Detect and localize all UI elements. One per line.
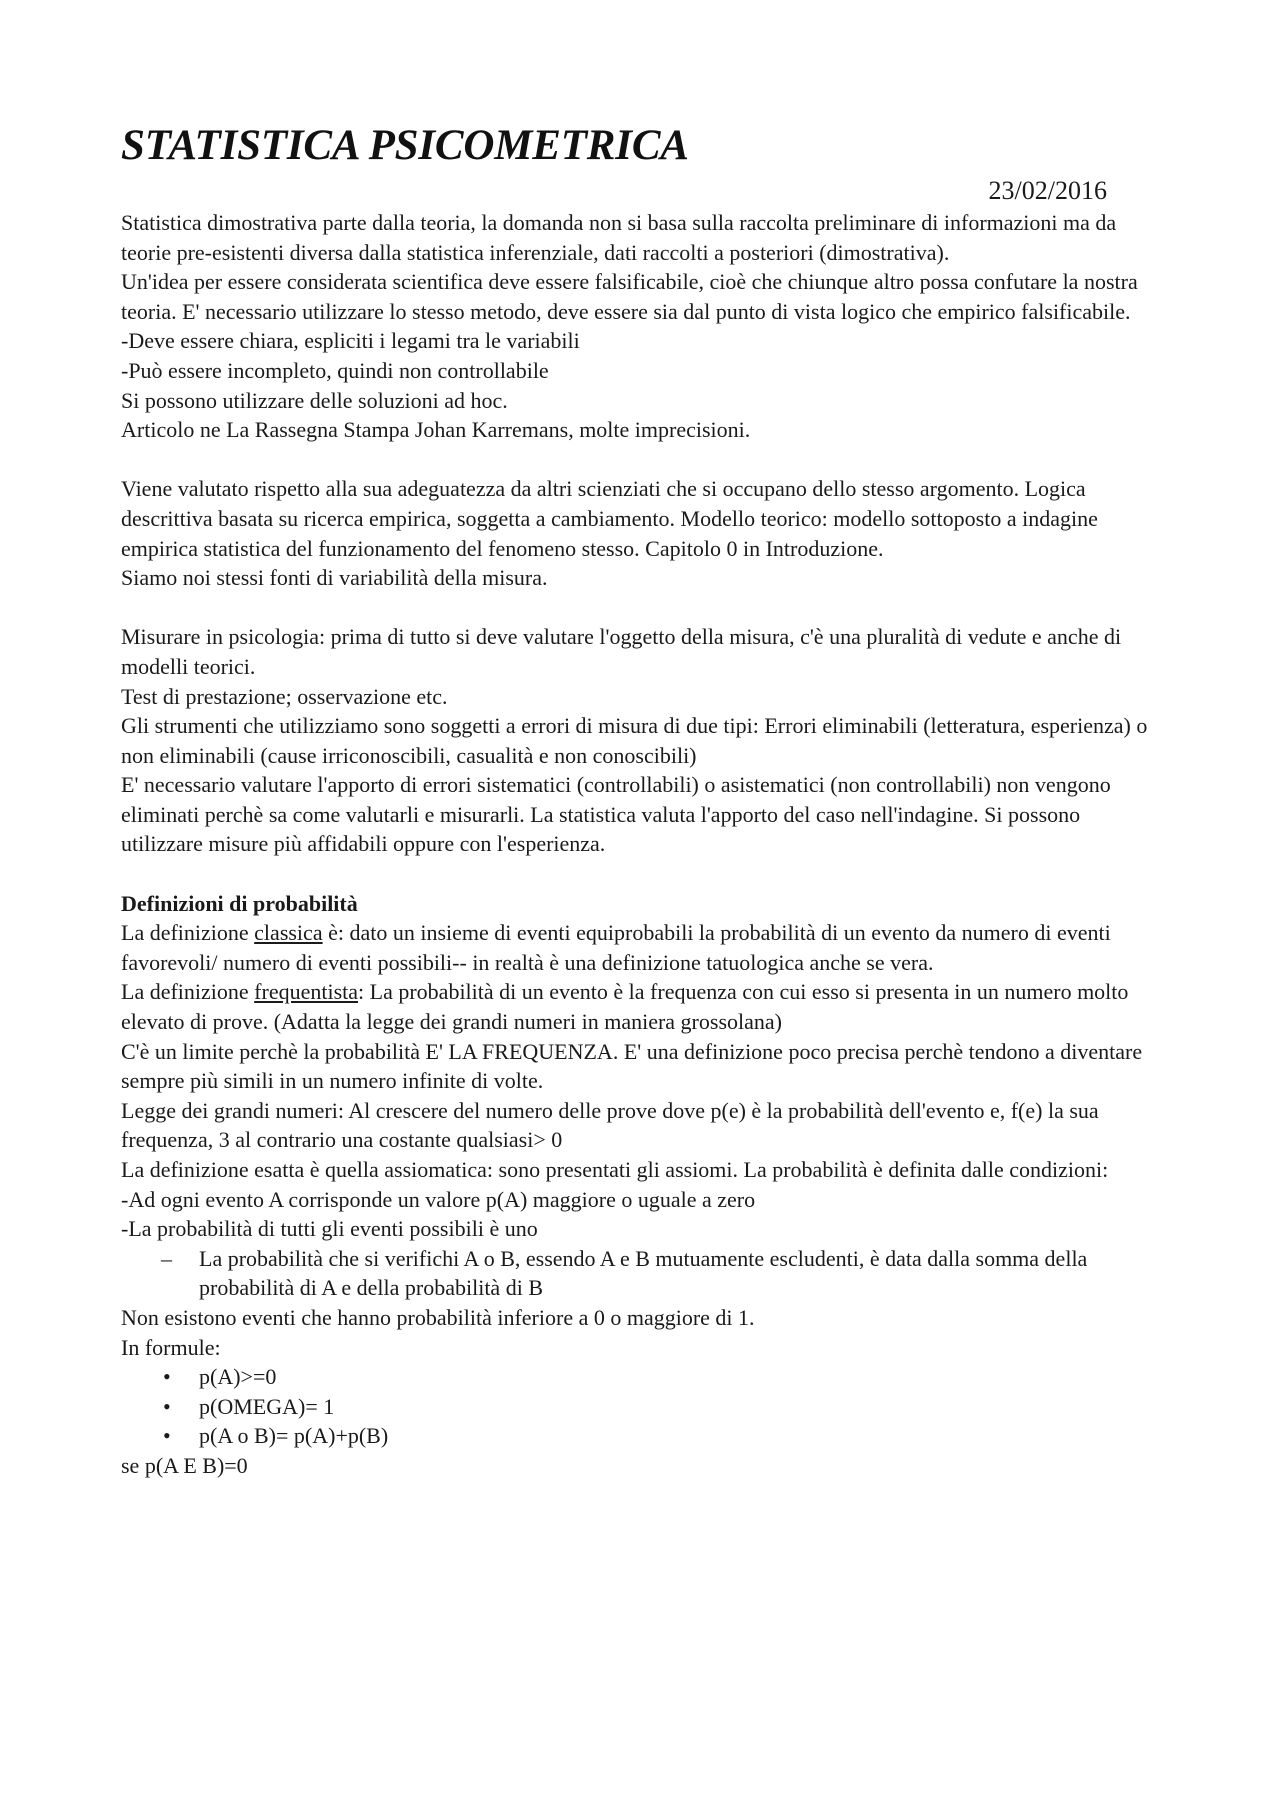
- intro-block: [121, 208, 1166, 445]
- text-fragment: La definizione: [121, 979, 255, 1005]
- blank-line: [121, 593, 1166, 623]
- paragraph: Non esistono eventi che hanno probabilità inferiore a 0 o maggiore di 1.: [121, 1304, 755, 1330]
- list-item: [121, 1362, 1166, 1392]
- probability-section: [121, 889, 1166, 1481]
- document-date: 23/02/2016: [988, 176, 1107, 205]
- blank-line: [121, 859, 1166, 889]
- paragraph-frequentista: [121, 977, 1166, 1036]
- paragraph: Misurare in psicologia: prima di tutto si deve valutare l'oggetto della misura, c'è una pluralità di vedute e anche di modelli teorici.: [121, 624, 1122, 679]
- text-fragment: : La probabilità di un evento è la frequenza con cui esso si presenta in un numero molto elevato di prove. (Adatta la legge dei grandi numeri in maniera grossolana): [121, 979, 1129, 1035]
- paragraph: -Ad ogni evento A corrisponde un valore p(A) maggiore o uguale a zero: [121, 1186, 756, 1212]
- paragraph: -Deve essere chiara, espliciti i legami tra le variabili: [121, 328, 580, 354]
- document-title: STATISTICA PSICOMETRICA: [121, 122, 689, 169]
- underlined-term: classica: [254, 920, 323, 946]
- section-heading: Definizioni di probabilità: [121, 890, 358, 916]
- text-fragment: La definizione: [121, 920, 255, 946]
- underlined-term: frequentista: [254, 979, 359, 1005]
- paragraph: se p(A E B)=0: [121, 1452, 248, 1478]
- paragraph: Si possono utilizzare delle soluzioni ad hoc.: [121, 387, 508, 413]
- formula-text: p(A o B)= p(A)+p(B): [199, 1423, 389, 1449]
- paragraph: C'è un limite perchè la probabilità E' LA FREQUENZA. E' una definizione poco precisa perchè tendono a diventare sempre più simili in un numero infinite di volte.: [121, 1038, 1143, 1094]
- paragraph: Un'idea per essere considerata scientifica deve essere falsificabile, cioè che chiunque altro possa confutare la nostra teoria. E' necessario utilizzare lo stesso metodo, deve essere sia dal punto di vista logico che empirico falsificabile.: [121, 269, 1138, 324]
- text-fragment: è: dato un insieme di eventi equiprobabili la probabilità di un evento da numero di eventi favorevoli/ numero di eventi possibili-- in realtà è una definizione tatuologica anche se vera.: [121, 920, 1111, 975]
- paragraph: -La probabilità di tutti gli eventi possibili è uno: [121, 1216, 538, 1242]
- paragraph: Gli strumenti che utilizziamo sono soggetti a errori di misura di due tipi: Errori eliminabili (letteratura, esperienza) o non eliminabili (cause irriconoscibili, casualità e non conoscibili): [121, 713, 1148, 768]
- dash-marker: –: [161, 1245, 172, 1271]
- paragraph: Siamo noi stessi fonti di variabilità della misura.: [121, 565, 548, 591]
- list-item: [121, 1244, 1166, 1303]
- paragraph: Legge dei grandi numeri: Al crescere del numero delle prove dove p(e) è la probabilità dell'evento e, f(e) la sua frequenza, 3 al contrario una costante qualsiasi> 0: [121, 1097, 1099, 1153]
- paragraph: La definizione esatta è quella assiomatica: sono presentati gli assiomi. La probabilità è definita dalle condizioni:: [121, 1157, 1109, 1182]
- blank-line: [121, 445, 1166, 475]
- dash-list: [121, 1244, 1166, 1303]
- formula-text: p(A)>=0: [199, 1364, 277, 1390]
- document-page: [121, 118, 1166, 1481]
- evaluation-block: [121, 474, 1166, 592]
- paragraph: Viene valutato rispetto alla sua adeguatezza da altri scienziati che si occupano dello stesso argomento. Logica descrittiva basata su ricerca empirica, soggetta a cambiamento. Modello teorico: modello sottoposto a indagine empirica statistica del funzionamento del fenomeno stesso. Capitolo 0 in Introduzione.: [121, 476, 1098, 561]
- list-item: [121, 1392, 1166, 1422]
- paragraph-classica: [121, 918, 1166, 977]
- measurement-block: [121, 622, 1166, 859]
- paragraph: Articolo ne La Rassegna Stampa Johan Karremans, molte imprecisioni.: [121, 417, 751, 443]
- list-item-text: La probabilità che si verifichi A o B, essendo A e B mutuamente escludenti, è data dalla somma della probabilità di A e della probabilità di B: [199, 1245, 1088, 1301]
- paragraph: -Può essere incompleto, quindi non controllabile: [121, 357, 549, 383]
- list-item: [121, 1421, 1166, 1451]
- paragraph: Test di prestazione; osservazione etc.: [121, 683, 448, 709]
- bullet-marker: •: [163, 1393, 171, 1419]
- bullet-marker: •: [163, 1423, 171, 1449]
- formula-text: p(OMEGA)= 1: [199, 1393, 335, 1419]
- bullet-marker: •: [163, 1364, 171, 1390]
- formula-list: [121, 1362, 1166, 1451]
- paragraph: E' necessario valutare l'apporto di errori sistematici (controllabili) o asistematici (non controllabili) non vengono eliminati perchè sa come valutarli e misurarli. La statistica valuta l'apporto del caso nell'indagine. Si possono utilizzare misure più affidabili oppure con l'esperienza.: [121, 772, 1111, 857]
- paragraph: In formule:: [121, 1334, 221, 1360]
- paragraph: Statistica dimostrativa parte dalla teoria, la domanda non si basa sulla raccolta preliminare di informazioni ma da teorie pre-esistenti diversa dalla statistica inferenziale, dati raccolti a posteriori (dimostrativa).: [121, 210, 1117, 265]
